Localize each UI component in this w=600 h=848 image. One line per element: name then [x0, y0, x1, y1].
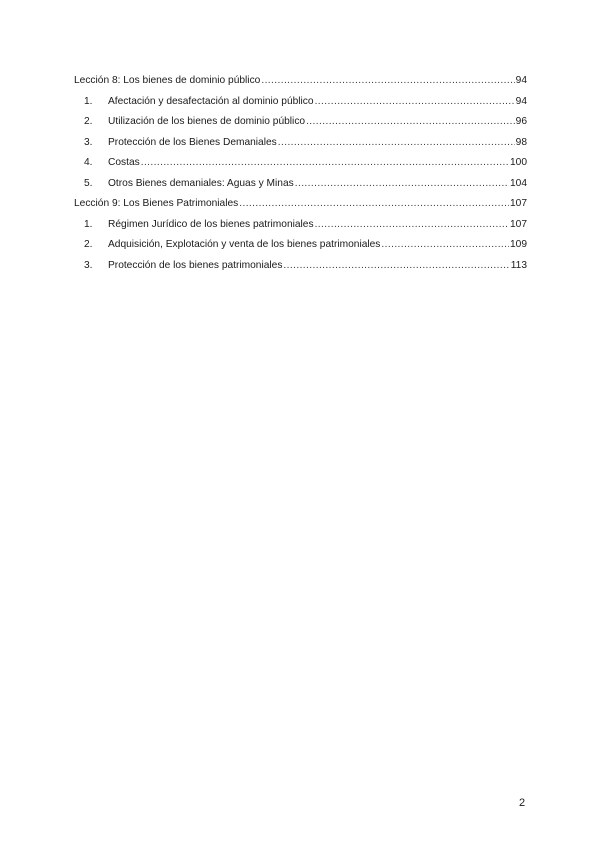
toc-entry-regimen-juridico[interactable] [74, 215, 527, 236]
toc-dot-leader [315, 215, 509, 236]
toc-dot-leader [381, 235, 509, 256]
toc-entry-page: 104 [510, 177, 527, 189]
toc-entry-costas[interactable] [74, 153, 527, 174]
toc-entry-page: 109 [510, 239, 527, 250]
toc-dot-leader [306, 112, 515, 133]
toc-entry-afectacion[interactable] [74, 92, 527, 113]
toc-entry-leccion-8[interactable] [74, 71, 527, 92]
toc-entry-title: Protección de los bienes patrimoniales [108, 259, 283, 271]
toc-entry-page: 100 [510, 157, 527, 168]
toc-entry-page: 98 [515, 136, 527, 148]
toc-entry-number: 2. [84, 116, 93, 127]
toc-entry-title: Régimen Jurídico de los bienes patrimoniales [108, 218, 314, 230]
table-of-contents [74, 71, 527, 276]
toc-entry-title: Otros Bienes demaniales: Aguas y Minas [108, 177, 294, 189]
toc-entry-number: 5. [84, 177, 93, 189]
toc-entry-title: Lección 8: Los bienes de dominio público [74, 75, 261, 86]
toc-entry-page: 113 [510, 259, 527, 271]
toc-entry-title: Afectación y desafectación al dominio público [108, 95, 314, 107]
toc-entry-page: 107 [510, 218, 527, 230]
toc-entry-title: Costas [108, 157, 140, 168]
toc-entry-proteccion-demaniales[interactable] [74, 133, 527, 154]
toc-entry-number: 1. [84, 95, 93, 107]
toc-entry-title: Utilización de los bienes de dominio público [108, 116, 306, 127]
toc-entry-page: 94 [515, 75, 527, 86]
toc-entry-utilizacion[interactable] [74, 112, 527, 133]
toc-entry-number: 3. [84, 259, 93, 271]
toc-entry-page: 107 [510, 198, 527, 209]
toc-entry-page: 94 [515, 95, 527, 107]
toc-entry-title: Lección 9: Los Bienes Patrimoniales [74, 198, 239, 209]
toc-dot-leader [283, 256, 509, 277]
toc-dot-leader [239, 194, 509, 215]
toc-dot-leader [278, 133, 515, 154]
toc-entry-proteccion-patrimoniales[interactable] [74, 256, 527, 277]
toc-entry-title: Protección de los Bienes Demaniales [108, 136, 277, 148]
toc-dot-leader [141, 153, 509, 174]
toc-entry-number: 2. [84, 239, 93, 250]
toc-entry-number: 4. [84, 157, 93, 168]
toc-dot-leader [261, 71, 514, 92]
toc-entry-number: 3. [84, 136, 93, 148]
toc-dot-leader [315, 92, 515, 113]
toc-entry-title: Adquisición, Explotación y venta de los bienes patrimoniales [108, 239, 381, 250]
toc-entry-adquisicion[interactable] [74, 235, 527, 256]
toc-dot-leader [295, 174, 509, 195]
page-number: 2 [519, 797, 526, 809]
toc-entry-aguas-minas[interactable] [74, 174, 527, 195]
toc-entry-number: 1. [84, 218, 93, 230]
toc-entry-leccion-9[interactable] [74, 194, 527, 215]
toc-entry-page: 96 [515, 116, 527, 127]
